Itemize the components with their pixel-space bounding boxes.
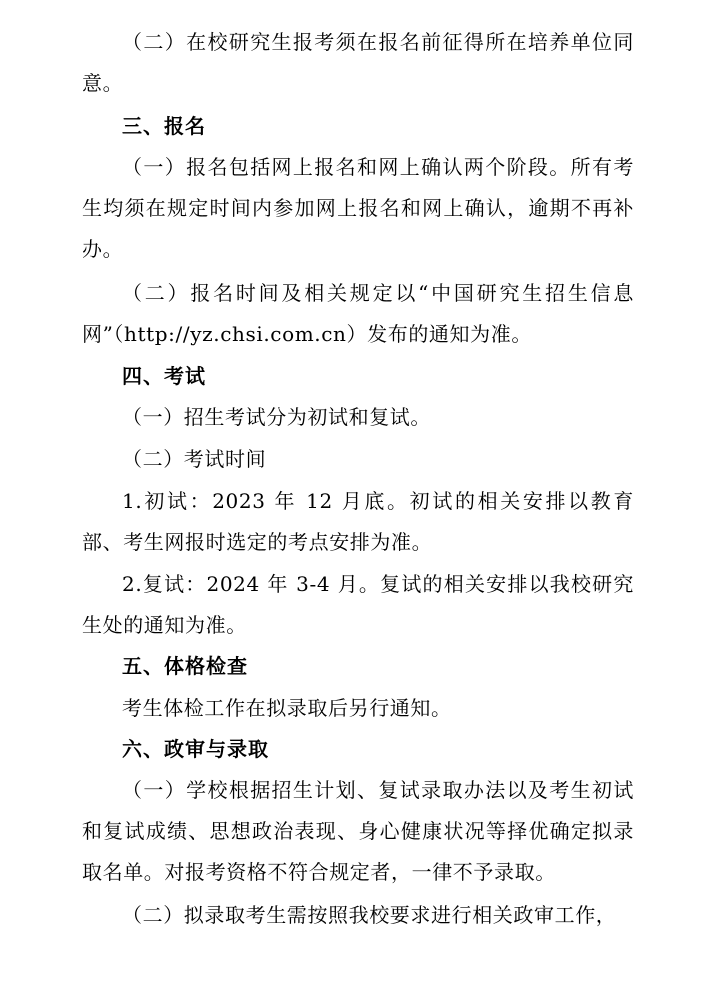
paragraph-campus-student-consent: （二）在校研究生报考须在报名前征得所在培养单位同意。: [82, 30, 634, 95]
paragraph-initial-exam: 1.初试：2023 年 12 月底。初试的相关安排以教育部、考生网报时选定的考点安排为准。: [82, 489, 634, 554]
section-heading-physical-exam: 五、体格检查: [122, 654, 248, 678]
paragraph-registration-stages: （一）报名包括网上报名和网上确认两个阶段。所有考生均须在规定时间内参加网上报名和网上确认，逾期不再补办。: [82, 155, 634, 261]
paragraph-retest: 2.复试：2024 年 3-4 月。复试的相关安排以我校研究生处的通知为准。: [82, 572, 634, 637]
section-heading-exam: 四、考试: [122, 364, 206, 388]
paragraph-admission-criteria: （一）学校根据招生计划、复试录取办法以及考生初试和复试成绩、思想政治表现、身心健康状况等择优确定拟录取名单。对报考资格不符合规定者，一律不予录取。: [82, 778, 634, 884]
paragraph-registration-time: （二）报名时间及相关规定以“中国研究生招生信息网”（http://yz.chsi.com.cn）发布的通知为准。: [82, 281, 634, 346]
paragraph-physical-exam-notice: 考生体检工作在拟录取后另行通知。: [122, 696, 452, 720]
section-heading-review-admission: 六、政审与录取: [122, 737, 269, 761]
paragraph-exam-time: （二）考试时间: [122, 447, 267, 471]
paragraph-political-review: （二）拟录取考生需按照我校要求进行相关政审工作，: [122, 903, 617, 927]
section-heading-registration: 三、报名: [122, 114, 206, 138]
paragraph-exam-types: （一）招生考试分为初试和复试。: [122, 405, 431, 429]
